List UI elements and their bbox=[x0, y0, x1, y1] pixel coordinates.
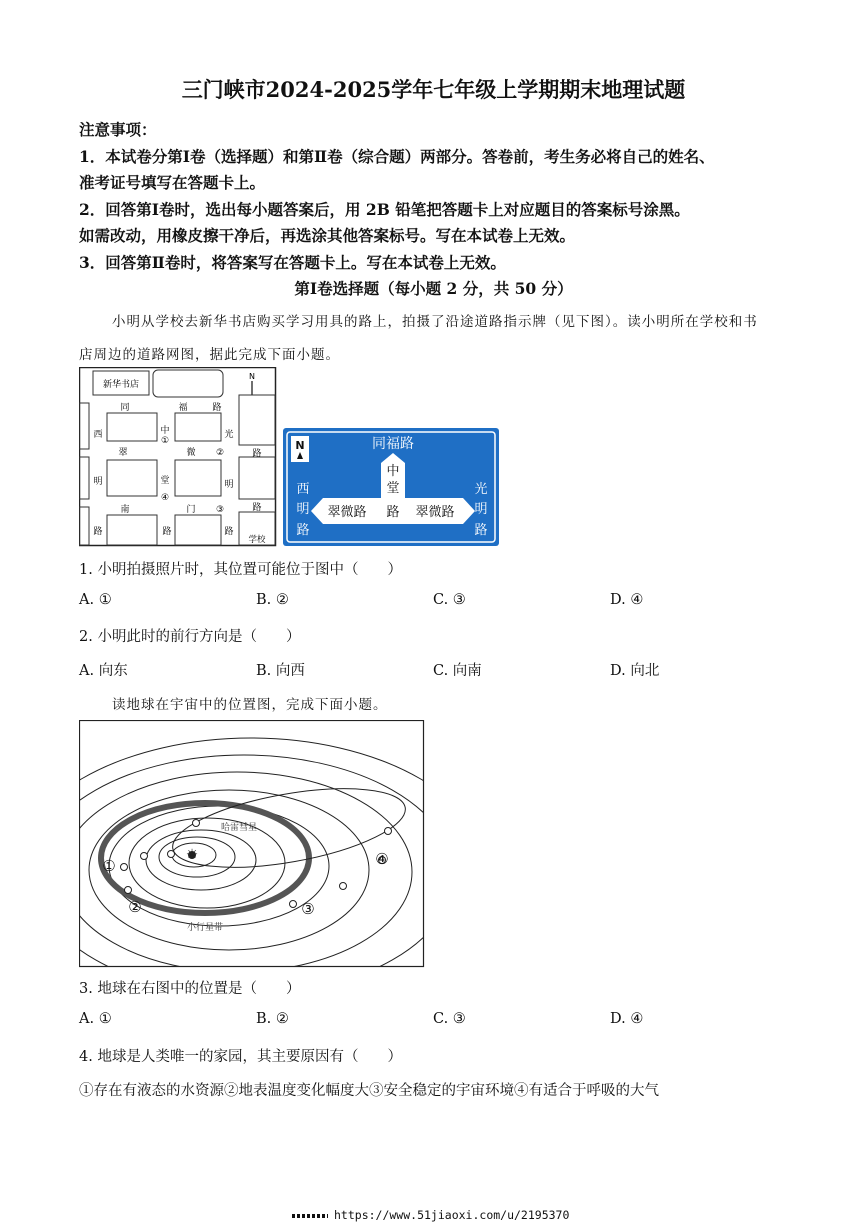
road-nanmen-2: 门 bbox=[186, 505, 196, 515]
sign-ximing-2: 明 bbox=[296, 502, 310, 517]
road-tongfu-1: 同 bbox=[120, 403, 130, 413]
notice-line-1: 1．本试卷分第Ⅰ卷（选择题）和第Ⅱ卷（综合题）两部分。答卷前，考生务必将自己的姓名、 bbox=[79, 147, 715, 166]
sun-glyph: ☀ bbox=[185, 847, 199, 863]
sign-zhongtang-1: 中 bbox=[386, 464, 400, 479]
road-ximing-1: 西 bbox=[93, 430, 103, 440]
q3-stem: 3. 地球在右图中的位置是（ ） bbox=[79, 981, 301, 997]
sign-zhongtang-3: 路 bbox=[386, 505, 400, 520]
sign-guangming-2: 明 bbox=[474, 502, 488, 517]
q2-option-b[interactable]: B. 向西 bbox=[256, 663, 305, 679]
q1-option-a[interactable]: A. ① bbox=[79, 592, 112, 608]
road-map bbox=[79, 367, 277, 547]
road-tongfu-2: 福 bbox=[178, 403, 188, 413]
q3-option-d[interactable]: D. ④ bbox=[610, 1011, 644, 1027]
road-tongfu-3: 路 bbox=[212, 403, 222, 413]
school-label: 学校 bbox=[248, 535, 266, 545]
solar-system-diagram bbox=[79, 720, 425, 968]
q1-stem: 1. 小明拍摄照片时，其位置可能位于图中（ ） bbox=[79, 562, 402, 578]
q3-option-b[interactable]: B. ② bbox=[256, 1011, 289, 1027]
comet-label: 哈雷彗星 bbox=[221, 823, 258, 833]
sign-guangming-1: 光 bbox=[474, 482, 488, 497]
solar-marker-3: ③ bbox=[301, 900, 315, 918]
road-lu-2: 路 bbox=[224, 527, 234, 537]
q4-items: ①存在有液态的水资源②地表温度变化幅度大③安全稳定的宇宙环境④有适合于呼吸的大气 bbox=[79, 1083, 659, 1099]
bookstore-label: 新华书店 bbox=[102, 380, 140, 390]
notice-line-1-cont: 准考证号填写在答题卡上。 bbox=[79, 173, 266, 192]
road-zhongtang-1: 中 bbox=[160, 426, 170, 436]
page-title: 三门峡市2024-2025学年七年级上学期期末地理试题 bbox=[181, 77, 686, 102]
q1-option-c[interactable]: C. ③ bbox=[433, 592, 466, 608]
belt-label: 小行星带 bbox=[187, 923, 224, 933]
sign-zhongtang-2: 堂 bbox=[386, 481, 400, 496]
notice-line-3: 3．回答第Ⅱ卷时，将答案写在答题卡上。写在本试卷上无效。 bbox=[79, 253, 506, 272]
sign-ximing-1: 西 bbox=[296, 482, 310, 497]
footer-link[interactable]: https://www.51jiaoxi.com/u/2195370 bbox=[334, 1208, 570, 1222]
road-guangming-2: 路 bbox=[252, 449, 262, 459]
north-label: N bbox=[249, 372, 255, 381]
section-heading: 第Ⅰ卷选择题（每小题 2 分，共 50 分） bbox=[294, 279, 573, 298]
q1-option-b[interactable]: B. ② bbox=[256, 592, 289, 608]
q1-option-d[interactable]: D. ④ bbox=[610, 592, 644, 608]
intro-1: 小明从学校去新华书店购买学习用具的路上，拍摄了沿途道路指示牌（见下图）。读小明所在学校和书 bbox=[112, 314, 758, 330]
footer-marks bbox=[292, 1214, 328, 1218]
solar-marker-4: ④ bbox=[375, 850, 389, 868]
sign-cuiwei-left: 翠微路 bbox=[327, 505, 367, 520]
road-sign bbox=[283, 428, 499, 546]
notice-line-2: 2．回答第Ⅰ卷时，选出每小题答案后，用 2B 铅笔把答题卡上对应题目的答案标号涂黑。 bbox=[79, 200, 690, 219]
intro-2: 读地球在宇宙中的位置图，完成下面小题。 bbox=[112, 697, 388, 713]
road-guangming-3: 明 bbox=[224, 480, 234, 490]
solar-marker-1: ① bbox=[102, 857, 116, 875]
sign-ximing-3: 路 bbox=[296, 523, 310, 538]
q2-option-d[interactable]: D. 向北 bbox=[610, 663, 660, 679]
road-lu-1: 路 bbox=[162, 527, 172, 537]
q2-option-a[interactable]: A. 向东 bbox=[79, 663, 128, 679]
road-cuiwei-2: 微 bbox=[186, 448, 196, 458]
road-cuiwei-1: 翠 bbox=[118, 448, 128, 458]
q2-option-c[interactable]: C. 向南 bbox=[433, 663, 482, 679]
road-guangming-4: 路 bbox=[252, 503, 262, 513]
road-ximing-3: 路 bbox=[93, 527, 103, 537]
intro-1-cont: 店周边的道路网图，据此完成下面小题。 bbox=[79, 347, 340, 363]
q2-stem: 2. 小明此时的前行方向是（ ） bbox=[79, 629, 301, 645]
sign-guangming-3: 路 bbox=[474, 523, 488, 538]
road-guangming-1: 光 bbox=[224, 430, 234, 440]
road-nanmen-1: 南 bbox=[120, 505, 130, 515]
road-ximing-2: 明 bbox=[93, 477, 103, 487]
road-zhongtang-2: 堂 bbox=[160, 476, 170, 486]
q4-stem: 4. 地球是人类唯一的家园，其主要原因有（ ） bbox=[79, 1049, 402, 1065]
sign-north-label: N bbox=[295, 439, 305, 452]
solar-marker-2: ② bbox=[128, 898, 142, 916]
q3-option-c[interactable]: C. ③ bbox=[433, 1011, 466, 1027]
sign-cuiwei-right: 翠微路 bbox=[415, 505, 455, 520]
marker-3: ③ bbox=[215, 505, 225, 515]
notice-line-2-cont: 如需改动，用橡皮擦干净后，再选涂其他答案标号。写在本试卷上无效。 bbox=[79, 226, 576, 245]
marker-1: ① bbox=[160, 436, 170, 446]
marker-4: ④ bbox=[160, 493, 170, 503]
sign-tongfu: 同福路 bbox=[372, 436, 414, 452]
notice-heading: 注意事项： bbox=[79, 120, 157, 139]
q3-option-a[interactable]: A. ① bbox=[79, 1011, 112, 1027]
marker-2: ② bbox=[215, 448, 225, 458]
